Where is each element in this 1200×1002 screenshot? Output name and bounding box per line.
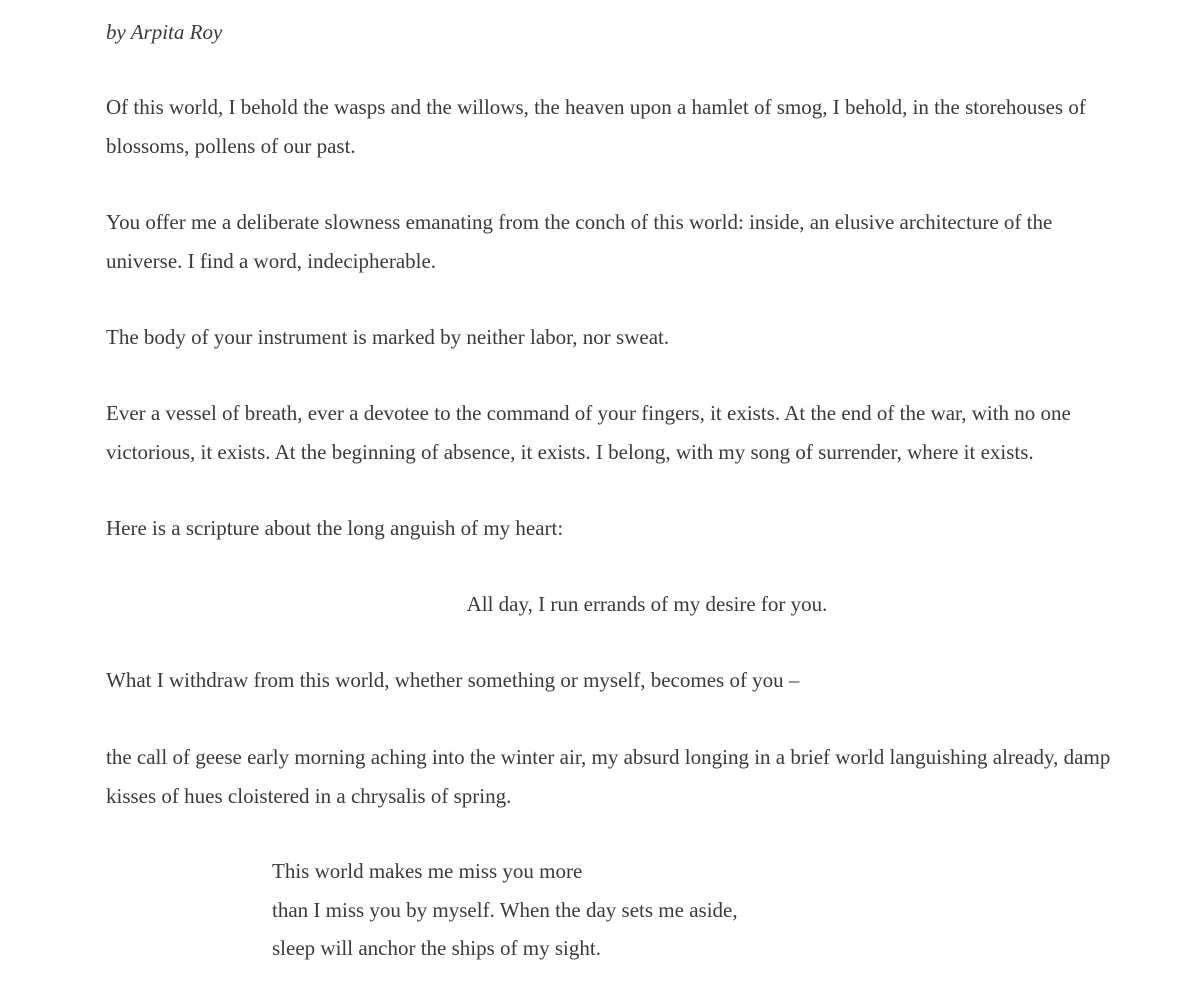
paragraph: the call of geese early morning aching into the winter air, my absurd longing in a brief world languishing already, damp kisses of hues cloistered in a chrysalis of spring. bbox=[106, 745, 1111, 808]
paragraph: Ever a vessel of breath, ever a devotee to the command of your fingers, it exists. At the end of the war, with no one victorious, it exists. At the beginning of absence, it exists. I belong, with my song of surrender, where it exists. bbox=[106, 401, 1071, 464]
paragraph: What I withdraw from this world, whether something or myself, becomes of you – bbox=[106, 668, 800, 692]
stanza-line: This world makes me miss you more bbox=[272, 859, 583, 883]
centered-line: All day, I run errands of my desire for you. bbox=[466, 592, 828, 616]
paragraph: The body of your instrument is marked by neither labor, nor sweat. bbox=[106, 325, 670, 349]
paragraph: Of this world, I behold the wasps and the willows, the heaven upon a hamlet of smog, I behold, in the storehouses of blossoms, pollens of our past. bbox=[106, 95, 1086, 158]
stanza-line: than I miss you by myself. When the day sets me aside, bbox=[272, 897, 738, 922]
indented-stanza bbox=[272, 852, 738, 968]
byline: by Arpita Roy bbox=[106, 20, 223, 44]
stanza-line: sleep will anchor the ships of my sight. bbox=[272, 936, 601, 960]
paragraph: Here is a scripture about the long anguish of my heart: bbox=[106, 516, 564, 540]
paragraph: You offer me a deliberate slowness emanating from the conch of this world: inside, an elusive architecture of the universe. I find a word, indecipherable. bbox=[106, 210, 1053, 273]
